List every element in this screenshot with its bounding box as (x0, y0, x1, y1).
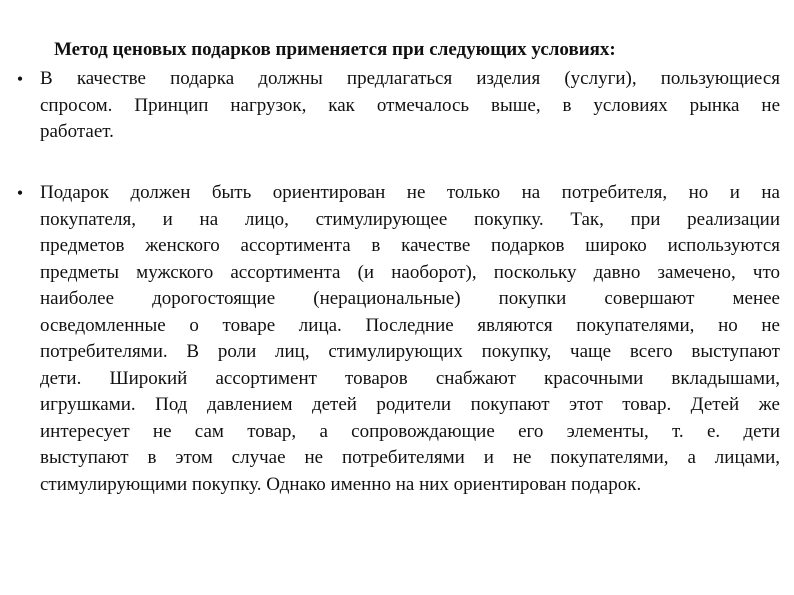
text-line: В качестве подарка должны предлагаться изделия (услуги), пользующиеся (40, 68, 780, 89)
bullet-text (40, 180, 780, 498)
text-line: выступают в этом случае не потребителями и не покупателями, а лицами, (40, 447, 780, 468)
text-line: Подарок должен быть ориентирован не только на потребителя, но и на (40, 182, 780, 203)
text-line: игрушками. Под давлением детей родители покупают этот товар. Детей же (40, 394, 780, 415)
text-line: предметов женского ассортимента в качестве подарков широко используются (40, 235, 780, 256)
text-line: работает. (40, 121, 114, 142)
bullet-icon: • (16, 69, 24, 89)
text-line: осведомленные о товаре лица. Последние являются покупателями, но не (40, 314, 780, 336)
text-line: дети. Широкий ассортимент товаров снабжают красочными вкладышами, (40, 367, 780, 389)
bullet-icon: • (16, 183, 24, 203)
text-line: предметы мужского ассортимента (и наоборот), поскольку давно замечено, что (40, 261, 780, 283)
text-line: стимулирующими покупку. Однако именно на них ориентирован подарок. (40, 473, 642, 495)
bullet-text (40, 66, 780, 146)
text-line: наиболее дорогостоящие (нерациональные) покупки совершают менее (40, 288, 780, 309)
text-line: потребителями. В роли лиц, стимулирующих покупку, чаще всего выступают (40, 341, 780, 362)
text-line: покупателя, и на лицо, стимулирующее покупку. Так, при реализации (40, 208, 780, 230)
text-line: интересует не сам товар, а сопровождающие его элементы, т. е. дети (40, 420, 780, 442)
slide-heading: Метод ценовых подарков применяется при следующих условиях: (54, 39, 616, 60)
text-line: спросом. Принцип нагрузок, как отмечалось выше, в условиях рынка не (40, 94, 780, 116)
